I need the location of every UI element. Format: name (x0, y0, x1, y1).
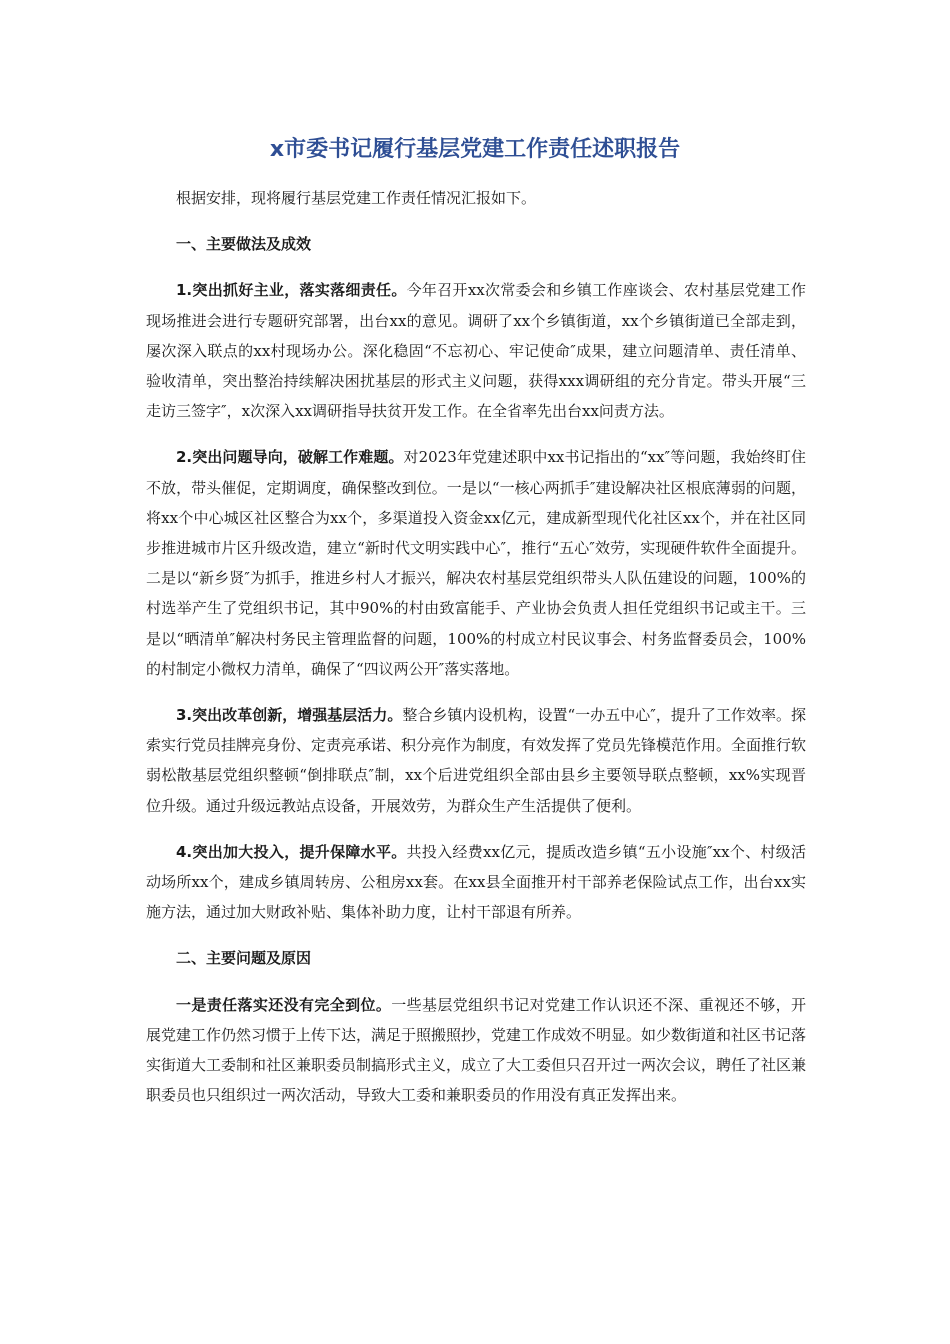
item-lead: 1.突出抓好主业，落实落细责任。 (176, 281, 407, 300)
item-lead: 2.突出问题导向，破解工作难题。 (176, 448, 404, 467)
document-body (146, 183, 806, 1110)
section1-item-1 (146, 275, 806, 426)
item-lead: 4.突出加大投入，提升保障水平。 (176, 842, 407, 861)
item-text: 整合乡镇内设机构，设置“一办五中心″，提升了工作效率。探索实行党员挂牌亮身份、定责亮承诺、积分亮作为制度，有效发挥了党员先锋模范作用。全面推行软弱松散基层党组织整顿“倒排联点″制，xx个后进党组织全部由县乡主要领导联点整顿，xx%实现晋位升级。通过升级远教站点设备，开展效劳，为群众生产生活提供了便利。 (146, 706, 807, 815)
section1-item-4 (146, 837, 806, 928)
item-text: 对2023年党建述职中xx书记指出的“xx″等问题，我始终盯住不放，带头催促，定期调度，确保整改到位。一是以“一核心两抓手″建设解决社区根底薄弱的问题，将xx个中心城区社区整合为xx个，多渠道投入资金xx亿元，建成新型现代化社区xx个，并在社区同步推进城市片区升级改造，建立“新时代文明实践中心″，推行“五心″效劳，实现硬件软件全面提升。二是以“新乡贤″为抓手，推进乡村人才振兴，解决农村基层党组织带头人队伍建设的问题，100%的村选举产生了党组织书记，其中90%的村由致富能手、产业协会负责人担任党组织书记或主干。三是以“晒清单″解决村务民主管理监督的问题，100%的村成立村民议事会、村务监督委员会，100%的村制定小微权力清单，确保了“四议两公开″落实落地。 (146, 448, 806, 678)
item-lead: 3.突出改革创新，增强基层活力。 (176, 706, 403, 725)
section-heading-2: 二、主要问题及原因 (176, 949, 312, 968)
item-lead: 一是责任落实还没有完全到位。 (176, 995, 392, 1014)
section1-item-3 (146, 700, 806, 821)
document-title: x市委书记履行基层党建工作责任述职报告 (269, 137, 681, 162)
item-text: 一些基层党组织书记对党建工作认识还不深、重视还不够，开展党建工作仍然习惯于上传下达，满足于照搬照抄，党建工作成效不明显。如少数街道和社区书记落实街道大工委制和社区兼职委员制搞形式主义，成立了大工委但只召开过一两次会议，聘任了社区兼职委员也只组织过一两次活动，导致大工委和兼职委员的作用没有真正发挥出来。 (146, 995, 807, 1105)
section-heading-1: 一、主要做法及成效 (176, 235, 312, 254)
section2-item-1 (146, 990, 806, 1111)
intro-paragraph: 根据安排，现将履行基层党建工作责任情况汇报如下。 (176, 189, 537, 207)
section1-item-2 (146, 442, 806, 684)
item-text: 今年召开xx次常委会和乡镇工作座谈会、农村基层党建工作现场推进会进行专题研究部署，出台xx的意见。调研了xx个乡镇街道，xx个乡镇街道已全部走到，屡次深入联点的xx村现场办公。深化稳固“不忘初心、牢记使命″成果，建立问题清单、责任清单、验收清单，突出整治持续解决困扰基层的形式主义问题，获得xxx调研组的充分肯定。带头开展“三走访三签字″，x次深入xx调研指导扶贫开发工作。在全省率先出台xx问责方法。 (146, 281, 807, 421)
item-text: 共投入经费xx亿元，提质改造乡镇“五小设施″xx个、村级活动场所xx个，建成乡镇周转房、公租房xx套。在xx县全面推开村干部养老保险试点工作，出台xx实施方法，通过加大财政补贴、集体补助力度，让村干部退有所养。 (146, 842, 806, 922)
